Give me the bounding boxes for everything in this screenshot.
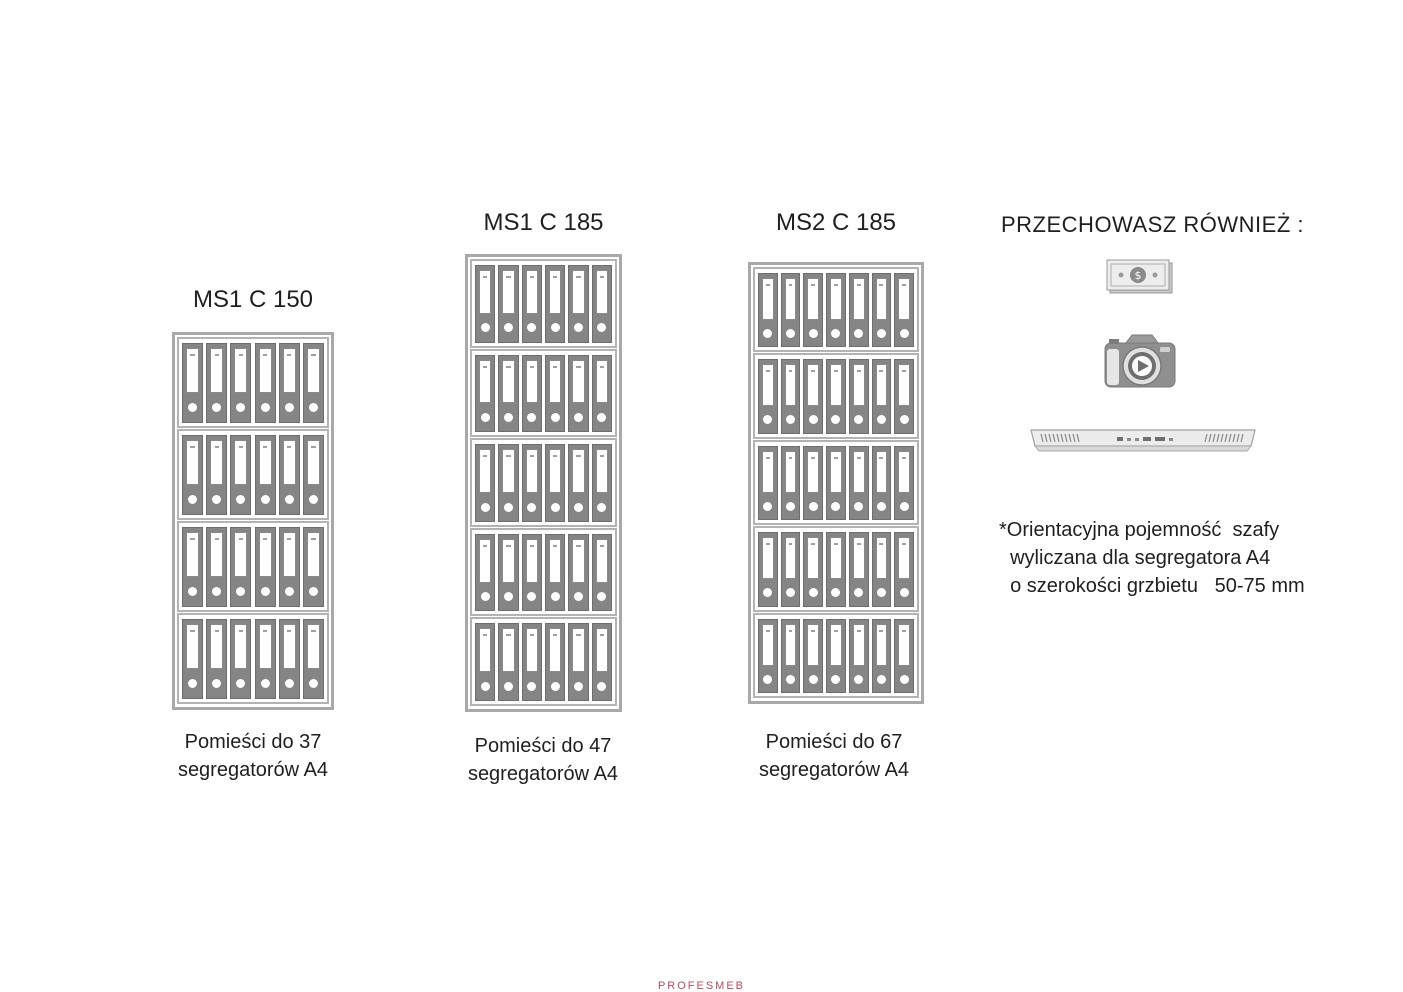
shelf: [470, 617, 617, 706]
money-icon: [1106, 257, 1174, 297]
binder-icon: [826, 446, 846, 520]
also-store-heading: PRZECHOWASZ RÓWNIEŻ :: [1001, 212, 1305, 237]
binder-icon: [849, 446, 869, 520]
binder-icon: [894, 619, 914, 693]
shelf: [753, 353, 919, 438]
shelf: [177, 429, 329, 520]
binder-icon: [279, 527, 300, 607]
binder-icon: [475, 534, 495, 612]
binder-icon: [758, 532, 778, 606]
binder-icon: [475, 265, 495, 343]
binder-icon: [758, 619, 778, 693]
binder-icon: [758, 273, 778, 347]
binder-icon: [522, 623, 542, 701]
shelf: [177, 613, 329, 704]
binder-icon: [872, 446, 892, 520]
binder-icon: [568, 355, 588, 433]
caption-line-binders: segregatorów A4: [467, 763, 619, 785]
binder-icon: [303, 619, 324, 699]
binder-icon: [303, 527, 324, 607]
binder-icon: [206, 527, 227, 607]
binder-icon: [894, 359, 914, 433]
binder-icon: [303, 343, 324, 423]
binder-icon: [872, 619, 892, 693]
binder-icon: [545, 355, 565, 433]
binder-icon: [592, 623, 612, 701]
camera-icon: [1104, 333, 1176, 389]
binder-icon: [182, 435, 203, 515]
binder-icon: [849, 532, 869, 606]
shelf: [753, 526, 919, 611]
binder-icon: [592, 355, 612, 433]
binder-icon: [826, 359, 846, 433]
shelf: [470, 438, 617, 527]
binder-icon: [230, 619, 251, 699]
binder-icon: [206, 435, 227, 515]
cabinet-caption-ms2-c185: [734, 728, 934, 784]
binder-icon: [279, 619, 300, 699]
caption-line-capacity: Pomieści do 47: [474, 735, 612, 757]
binder-icon: [230, 527, 251, 607]
binder-icon: [498, 534, 518, 612]
binder-icon: [781, 619, 801, 693]
binder-icon: [826, 619, 846, 693]
binder-icon: [545, 534, 565, 612]
binder-icon: [849, 359, 869, 433]
caption-line-capacity: Pomieści do 67: [765, 731, 903, 753]
caption-line-capacity: Pomieści do 37: [184, 731, 322, 753]
shelf: [470, 259, 617, 348]
binder-icon: [475, 355, 495, 433]
binder-icon: [475, 623, 495, 701]
binder-icon: [568, 444, 588, 522]
binder-icon: [255, 343, 276, 423]
binder-icon: [545, 265, 565, 343]
cabinet-caption-ms1-c150: [153, 728, 353, 784]
binder-icon: [894, 446, 914, 520]
shelf: [753, 440, 919, 525]
cabinet-title-ms1-c150: MS1 C 150: [192, 286, 314, 313]
binder-icon: [849, 619, 869, 693]
binder-icon: [206, 619, 227, 699]
cabinet-ms1-c150-diagram: [172, 332, 334, 710]
binder-icon: [206, 343, 227, 423]
binder-icon: [803, 273, 823, 347]
binder-icon: [894, 532, 914, 606]
binder-icon: [498, 444, 518, 522]
shelf: [470, 349, 617, 438]
binder-icon: [872, 359, 892, 433]
binder-icon: [592, 444, 612, 522]
binder-icon: [758, 359, 778, 433]
binder-icon: [803, 359, 823, 433]
binder-icon: [803, 619, 823, 693]
binder-icon: [545, 444, 565, 522]
shelf: [753, 613, 919, 698]
binder-icon: [781, 359, 801, 433]
binder-icon: [522, 534, 542, 612]
binder-icon: [303, 435, 324, 515]
binder-icon: [522, 355, 542, 433]
cabinet-title-ms1-c185: MS1 C 185: [483, 209, 604, 236]
shelf: [177, 337, 329, 428]
capacity-footnote: *Orientacyjna pojemność szafy wyliczana dla segregatora A4 o szerokości grzbietu 50-75 mm: [999, 519, 1305, 597]
binder-icon: [758, 446, 778, 520]
binder-icon: [781, 273, 801, 347]
shelf: [177, 521, 329, 612]
binder-icon: [182, 343, 203, 423]
binder-icon: [803, 446, 823, 520]
binder-icon: [781, 532, 801, 606]
cabinet-ms1-c185-diagram: [465, 254, 622, 712]
binder-icon: [279, 435, 300, 515]
binder-icon: [872, 273, 892, 347]
cabinet-ms2-c185-diagram: [748, 262, 924, 704]
binder-icon: [230, 343, 251, 423]
binder-icon: [522, 265, 542, 343]
binder-icon: [826, 532, 846, 606]
binder-icon: [872, 532, 892, 606]
shelf: [753, 267, 919, 352]
binder-icon: [894, 273, 914, 347]
binder-icon: [230, 435, 251, 515]
caption-line-binders: segregatorów A4: [758, 759, 910, 781]
shelf: [470, 528, 617, 617]
binder-icon: [568, 534, 588, 612]
cabinet-caption-ms1-c185: [443, 732, 643, 788]
binder-icon: [803, 532, 823, 606]
binder-icon: [568, 623, 588, 701]
binder-icon: [255, 435, 276, 515]
binder-icon: [255, 527, 276, 607]
binder-icon: [182, 619, 203, 699]
binder-icon: [781, 446, 801, 520]
binder-icon: [568, 265, 588, 343]
laptop-icon: [1029, 426, 1257, 454]
binder-icon: [475, 444, 495, 522]
binder-icon: [826, 273, 846, 347]
binder-icon: [849, 273, 869, 347]
brand-watermark: PROFESMEB: [657, 980, 746, 992]
binder-icon: [592, 265, 612, 343]
binder-icon: [255, 619, 276, 699]
binder-icon: [592, 534, 612, 612]
cabinet-title-ms2-c185: MS2 C 185: [775, 209, 897, 236]
binder-icon: [545, 623, 565, 701]
binder-icon: [182, 527, 203, 607]
svg-text:$: $: [1134, 269, 1142, 282]
binder-icon: [498, 265, 518, 343]
binder-icon: [279, 343, 300, 423]
binder-icon: [498, 355, 518, 433]
binder-icon: [522, 444, 542, 522]
binder-icon: [498, 623, 518, 701]
caption-line-binders: segregatorów A4: [177, 759, 329, 781]
